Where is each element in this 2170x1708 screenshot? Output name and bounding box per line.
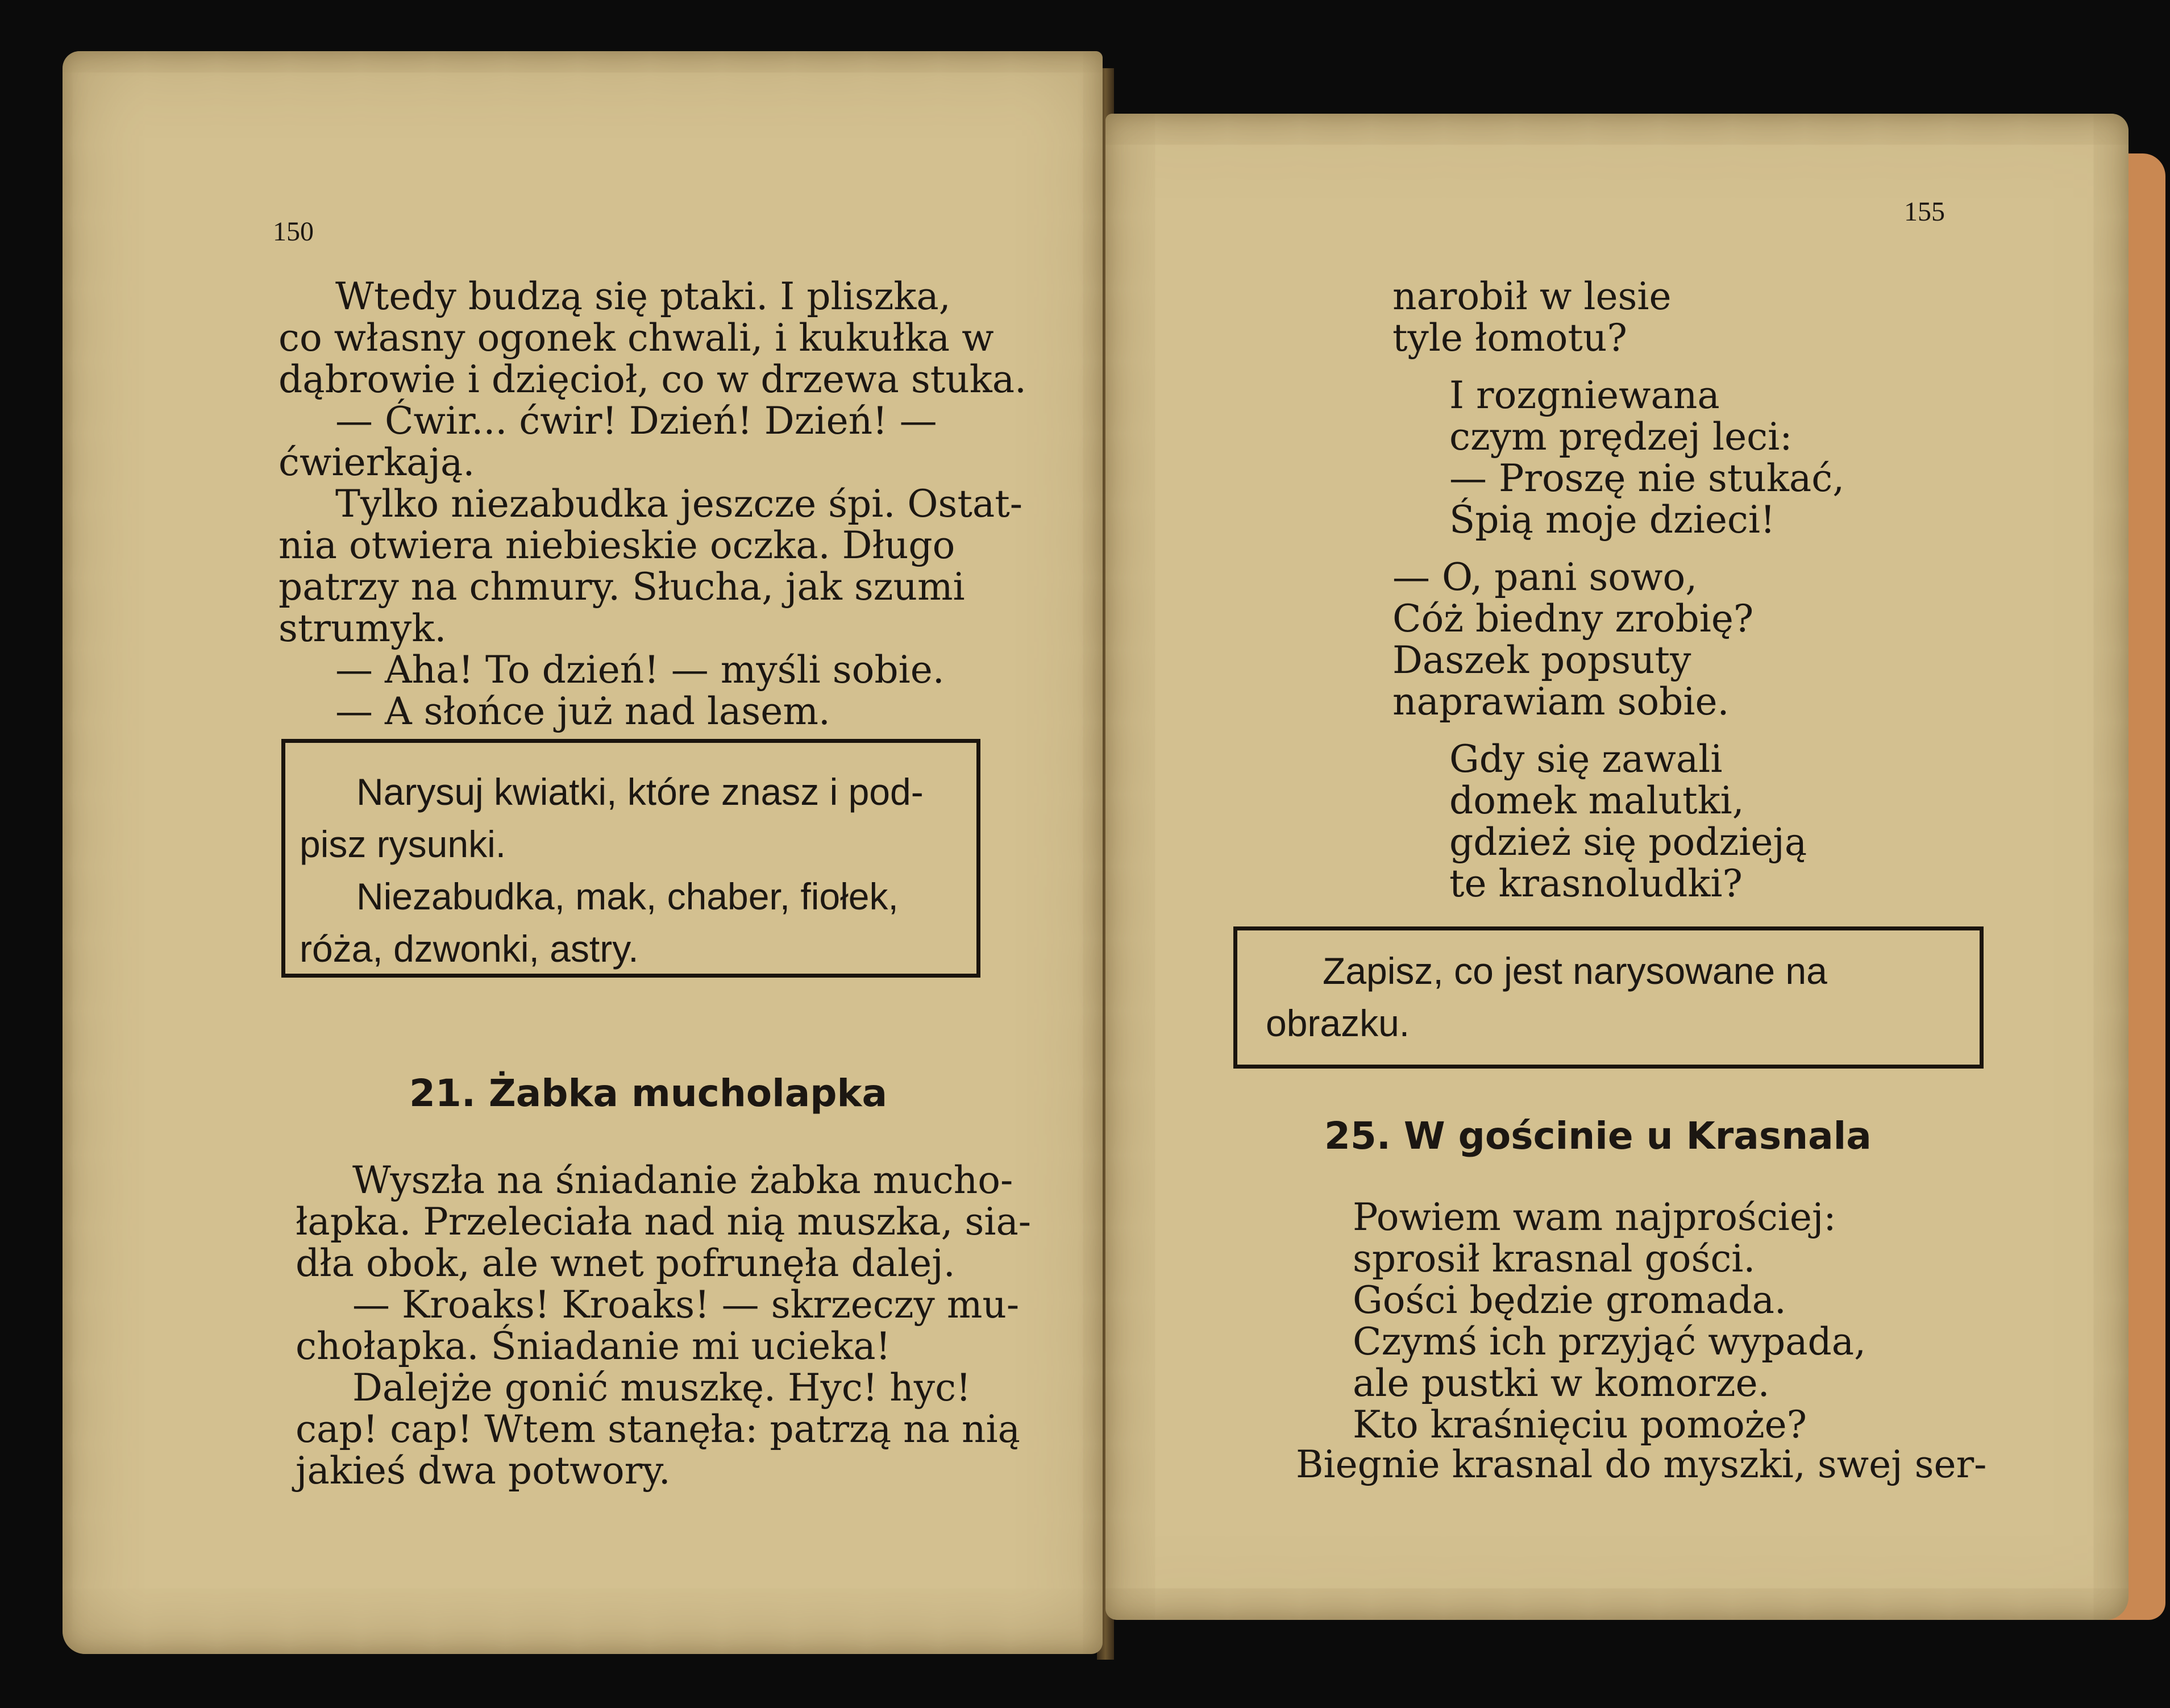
intro-paragraph: [278, 276, 1026, 732]
poem-line: Śpią moje dzieci!: [1449, 498, 1776, 542]
text-line: dąbrowie i dzięcioł, co w drzewa stuka.: [278, 358, 1027, 401]
text-line: strumyk.: [278, 606, 447, 650]
text-line: Wyszła na śniadanie żabka mucho-: [352, 1158, 1013, 1202]
poem-line: Gdy się zawali: [1449, 737, 1723, 781]
poem2: [1353, 1196, 1866, 1445]
text-line: — A słońce już nad lasem.: [335, 689, 830, 733]
poem-line: — O, pani sowo,: [1392, 555, 1698, 599]
text-line: ćwierkają.: [278, 440, 475, 484]
poem-line: te krasnoludki?: [1449, 862, 1743, 905]
poem-line: naprawiam sobie.: [1392, 680, 1730, 724]
poem-line: — Proszę nie stukać,: [1449, 456, 1845, 500]
exercise-line: róża, dzwonki, astry.: [300, 928, 639, 970]
text-line: Dalejże gonić muszkę. Hyc! hyc!: [352, 1366, 971, 1410]
poem-continuation: [1392, 276, 1844, 904]
text-line: cap! cap! Wtem stanęła: patrzą na nią: [296, 1407, 1020, 1451]
poem-line: narobił w lesie: [1392, 275, 1672, 318]
page-number: 150: [273, 217, 314, 247]
page-number: 155: [1904, 197, 1945, 227]
text-line: — Aha! To dzień! — myśli sobie.: [335, 648, 945, 692]
text-line: Tylko niezabudka jeszcze śpi. Ostat-: [335, 482, 1023, 526]
section-heading: 21. Żabka mucholapka: [409, 1071, 887, 1115]
right-page: [1105, 114, 2129, 1620]
poem-line: Powiem wam najprościej:: [1353, 1195, 1836, 1239]
exercise-box: [281, 739, 980, 978]
text-line: chołapka. Śniadanie mi ucieka!: [296, 1324, 891, 1368]
exercise-line: obrazku.: [1266, 1002, 1410, 1044]
text-line: co własny ogonek chwali, i kukułka w: [278, 316, 994, 360]
poem-line: Cóż biedny zrobię?: [1392, 597, 1754, 641]
left-page: [63, 51, 1103, 1654]
poem-line: Gości będzie gromada.: [1353, 1278, 1786, 1322]
poem-line: gdzież się podzieją: [1449, 820, 1807, 864]
text-line: dła obok, ale wnet pofrunęła dalej.: [296, 1241, 955, 1285]
text-line: jakieś dwa potwory.: [296, 1449, 671, 1493]
poem-line: sprosił krasnal gości.: [1353, 1237, 1756, 1281]
poem-line: domek malutki,: [1449, 779, 1744, 822]
story-paragraph: [296, 1160, 1031, 1491]
text-line: patrzy na chmury. Słucha, jak szumi: [278, 565, 965, 609]
poem-line: ale pustki w komorze.: [1353, 1361, 1770, 1405]
poem-line: Daszek popsuty: [1392, 638, 1691, 682]
exercise-line: pisz rysunki.: [300, 823, 506, 865]
exercise-line: Narysuj kwiatki, które znasz i pod-: [356, 771, 924, 813]
section-heading: 25. W gościnie u Krasnala: [1324, 1114, 1872, 1158]
poem-line: I rozgniewana: [1449, 373, 1720, 417]
text-line: Wtedy budzą się ptaki. I pliszka,: [335, 275, 951, 318]
text-line: — Kroaks! Kroaks! — skrzeczy mu-: [352, 1283, 1020, 1327]
text-line: Biegnie krasnal do myszki, swej ser-: [1296, 1443, 1987, 1486]
text-line: łapka. Przeleciała nad nią muszka, sia-: [296, 1200, 1032, 1244]
exercise-line: Zapisz, co jest narysowane na: [1323, 950, 1827, 992]
closing-paragraph: [1296, 1444, 1986, 1485]
poem-line: Kto kraśnięciu pomoże?: [1353, 1403, 1807, 1447]
text-line: — Ćwir... ćwir! Dzień! Dzień! —: [335, 399, 937, 443]
exercise-box: [1233, 926, 1984, 1069]
poem-line: Czymś ich przyjąć wypada,: [1353, 1320, 1866, 1364]
text-line: nia otwiera niebieskie oczka. Długo: [278, 523, 955, 567]
poem-line: tyle łomotu?: [1392, 316, 1627, 360]
exercise-line: Niezabudka, mak, chaber, fiołek,: [356, 875, 899, 917]
poem-line: czym prędzej leci:: [1449, 415, 1793, 459]
